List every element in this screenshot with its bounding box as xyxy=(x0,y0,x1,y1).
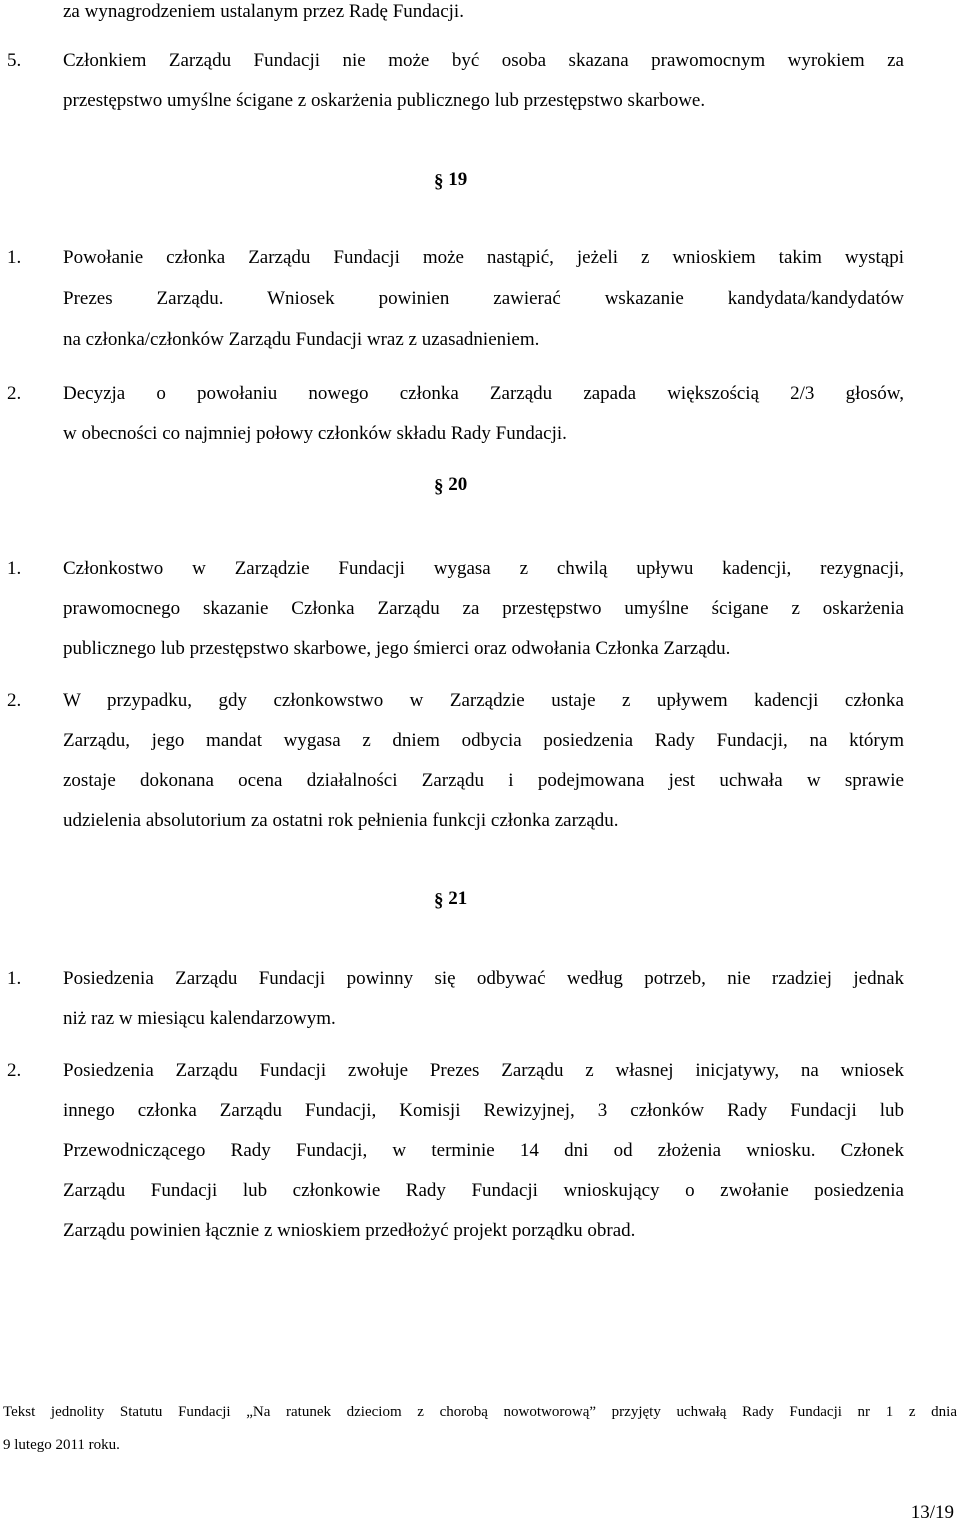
paragraph-line: na członka/członków Zarządu Fundacji wraz z uzasadnieniem. xyxy=(63,329,540,350)
paragraph-line: publicznego lub przestępstwo skarbowe, jego śmierci oraz odwołania Członka Zarządu. xyxy=(63,638,731,659)
item-number: 2. xyxy=(7,1060,22,1081)
item-number: 5. xyxy=(7,50,22,71)
item-number: 1. xyxy=(7,558,22,579)
paragraph-line: niż raz w miesiącu kalendarzowym. xyxy=(63,1008,336,1029)
paragraph-line: Prezes Zarządu. Wniosek powinien zawierać wskazanie kandydata/kandydatów xyxy=(63,288,904,309)
item-number: 2. xyxy=(7,690,22,711)
section-sign-icon: § xyxy=(434,890,444,911)
section-heading-19 xyxy=(434,168,467,192)
section-sign-icon: § xyxy=(434,171,444,192)
paragraph-line: Zarządu, jego mandat wygasa z dniem odbycia posiedzenia Rady Fundacji, na którym xyxy=(63,730,904,751)
paragraph-line: Powołanie członka Zarządu Fundacji może nastąpić, jeżeli z wnioskiem takim wystąpi xyxy=(63,247,904,268)
section-heading-21 xyxy=(434,887,467,911)
section-number: 21 xyxy=(448,888,468,909)
paragraph-line: Decyzja o powołaniu nowego członka Zarządu zapada większością 2/3 głosów, xyxy=(63,383,904,404)
section-sign-icon: § xyxy=(434,476,444,497)
paragraph-line: Przewodniczącego Rady Fundacji, w terminie 14 dni od złożenia wniosku. Członek xyxy=(63,1140,904,1161)
paragraph-line: Zarządu powinien łącznie z wnioskiem przedłożyć projekt porządku obrad. xyxy=(63,1220,636,1241)
paragraph-line: W przypadku, gdy członkowstwo w Zarządzie ustaje z upływem kadencji członka xyxy=(63,690,904,711)
footer-text: Tekst jednolity Statutu Fundacji „Na ratunek dzieciom z chorobą nowotworową” przyjęty uchwałą Rady Fundacji nr 1 z dnia xyxy=(3,1404,957,1420)
paragraph-line: w obecności co najmniej połowy członków składu Rady Fundacji. xyxy=(63,423,567,444)
paragraph-line: udzielenia absolutorium za ostatni rok pełnienia funkcji członka zarządu. xyxy=(63,810,619,831)
section-number: 19 xyxy=(448,169,468,190)
paragraph-line: Członkostwo w Zarządzie Fundacji wygasa z chwilą upływu kadencji, rezygnacji, xyxy=(63,558,904,579)
paragraph-line: Zarządu Fundacji lub członkowie Rady Fundacji wnioskujący o zwołanie posiedzenia xyxy=(63,1180,904,1201)
paragraph-line: zostaje dokonana ocena działalności Zarządu i podejmowana jest uchwała w sprawie xyxy=(63,770,904,791)
footer-date: 9 lutego 2011 roku. xyxy=(3,1437,120,1453)
section-number: 20 xyxy=(448,474,468,495)
item-number: 2. xyxy=(7,383,22,404)
continuation-line: za wynagrodzeniem ustalanym przez Radę Fundacji. xyxy=(63,1,464,22)
item-number: 1. xyxy=(7,968,22,989)
section-heading-20 xyxy=(434,473,467,497)
paragraph-line: Posiedzenia Zarządu Fundacji powinny się odbywać według potrzeb, nie rzadziej jednak xyxy=(63,968,904,989)
page-number: 13/19 xyxy=(910,1502,954,1523)
paragraph-line: prawomocnego skazanie Członka Zarządu za przestępstwo umyślne ścigane z oskarżenia xyxy=(63,598,904,619)
paragraph-line: przestępstwo umyślne ścigane z oskarżenia publicznego lub przestępstwo skarbowe. xyxy=(63,90,706,111)
paragraph-line: Członkiem Zarządu Fundacji nie może być osoba skazana prawomocnym wyrokiem za xyxy=(63,50,904,71)
paragraph-line: innego członka Zarządu Fundacji, Komisji Rewizyjnej, 3 członków Rady Fundacji lub xyxy=(63,1100,904,1121)
item-number: 1. xyxy=(7,247,22,268)
paragraph-line: Posiedzenia Zarządu Fundacji zwołuje Prezes Zarządu z własnej inicjatywy, na wniosek xyxy=(63,1060,904,1081)
